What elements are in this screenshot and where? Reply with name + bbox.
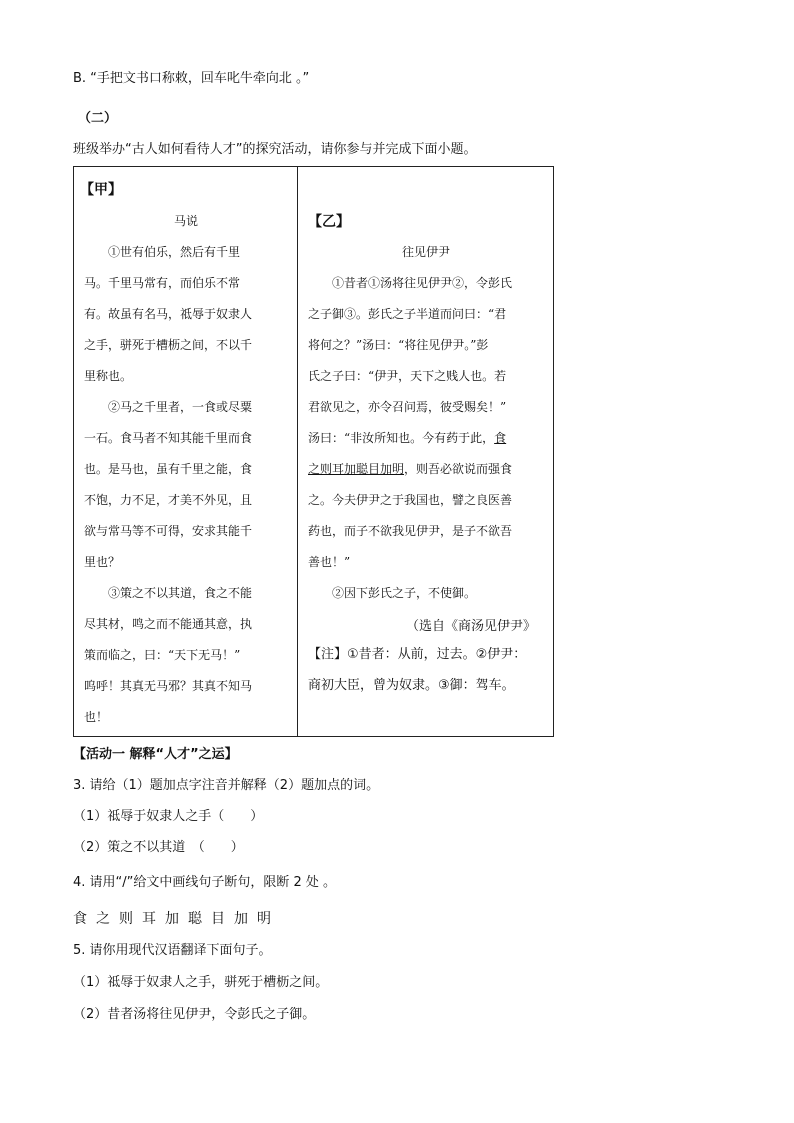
jia-line: ②马之千里者，一食或尽粟: [108, 400, 253, 414]
underlined-sentence-part-2: 之则耳加聪目加明: [308, 462, 405, 476]
jia-line: ①世有伯乐，然后有千里: [108, 245, 241, 259]
jia-line: ③策之不以其道，食之不能: [108, 586, 253, 600]
yi-line: 善也！”: [308, 555, 351, 569]
jia-line: 里也？: [84, 555, 121, 569]
jia-line: 之手，骈死于槽枥之间，不以千: [84, 338, 253, 352]
question-5-item-1: （1）祗辱于奴隶人之手，骈死于槽枥之间。: [73, 975, 329, 990]
question-5: 5. 请你用现代汉语翻译下面句子。: [73, 943, 272, 958]
jia-line: 里称也。: [84, 369, 133, 383]
jia-line: 有。故虽有名马，祗辱于奴隶人: [84, 307, 253, 321]
yi-line: 君欲见之，亦令召问焉，彼受赐矣！”: [308, 400, 507, 414]
jia-line: 马。千里马常有，而伯乐不常: [84, 276, 241, 290]
intro-text: 班级举办“古人如何看待人才”的探究活动，请你参与并完成下面小题。: [73, 142, 477, 157]
section-heading: （二）: [78, 111, 118, 126]
yi-line: ②因下彭氏之子，不使御。: [332, 586, 477, 600]
question-4-sentence: 食之则耳加聪目加明: [73, 911, 280, 927]
jia-line: 也。是马也，虽有千里之能，食: [84, 462, 253, 476]
jia-line: 一石。食马者不知其能千里而食: [84, 431, 253, 445]
jia-line: 尽其材，鸣之而不能通其意，执: [84, 617, 253, 631]
question-5-item-2: （2）昔者汤将往见伊尹，令彭氏之子御。: [73, 1007, 316, 1022]
underlined-sentence-part-1: 食: [494, 431, 507, 445]
yi-line: 之。今夫伊尹之于我国也，譬之良医善: [308, 493, 513, 507]
option-b-text: B. “手把文书口称敕，回车叱牛牵向北 。”: [73, 71, 310, 86]
yi-line: 之子御③。彭氏之子半道而问曰：“君: [308, 307, 507, 321]
jia-line: 不饱，力不足，才美不外见，且: [84, 493, 253, 507]
jia-label: 【甲】: [80, 182, 122, 198]
yi-note-line: 商初大臣，曾为奴隶。③御：驾车。: [308, 678, 515, 693]
jia-line: 策而临之，曰：“天下无马！”: [84, 648, 241, 662]
yi-line: 将何之？”汤曰：“将往见伊尹。”彭: [308, 338, 489, 352]
question-3-item-1: （1）祗辱于奴隶人之手（ ）: [73, 809, 264, 824]
yi-line: ①昔者①汤将往见伊尹②，令彭氏: [332, 276, 513, 290]
yi-title: 往见伊尹: [402, 245, 451, 259]
yi-label: 【乙】: [308, 214, 350, 230]
passage-jia: [74, 167, 297, 736]
jia-line: 也！: [84, 710, 109, 724]
question-3: 3. 请给（1）题加点字注音并解释（2）题加点的词。: [73, 778, 380, 793]
passage-table: [73, 166, 554, 737]
yi-line-with-underline-end: [308, 460, 512, 478]
yi-line: 氏之子曰：“伊尹，天下之贱人也。若: [308, 369, 507, 383]
jia-line: 欲与常马等不可得，安求其能千: [84, 524, 253, 538]
yi-line: 药也，而子不欲我见伊尹，是子不欲吾: [308, 524, 513, 538]
yi-source: （选自《商汤见伊尹》: [406, 619, 537, 634]
yi-line-tail: ，则吾必欲说而强食: [404, 462, 513, 476]
question-3-item-2: （2）策之不以其道 （ ）: [73, 840, 244, 855]
yi-note-line: 【注】①昔者：从前，过去。②伊尹：: [308, 647, 527, 662]
yi-line-with-underline-start: 汤曰：“非汝所知也。今有药于此，食: [308, 431, 507, 445]
jia-title: 马说: [174, 214, 199, 228]
jia-line: 呜呼！其真无马邪？其真不知马: [84, 679, 253, 693]
activity-heading: 【活动一 解释“人才”之运】: [73, 747, 238, 762]
passage-yi: [298, 167, 554, 736]
question-4: 4. 请用“/”给文中画线句子断句，限断 2 处 。: [73, 875, 337, 890]
